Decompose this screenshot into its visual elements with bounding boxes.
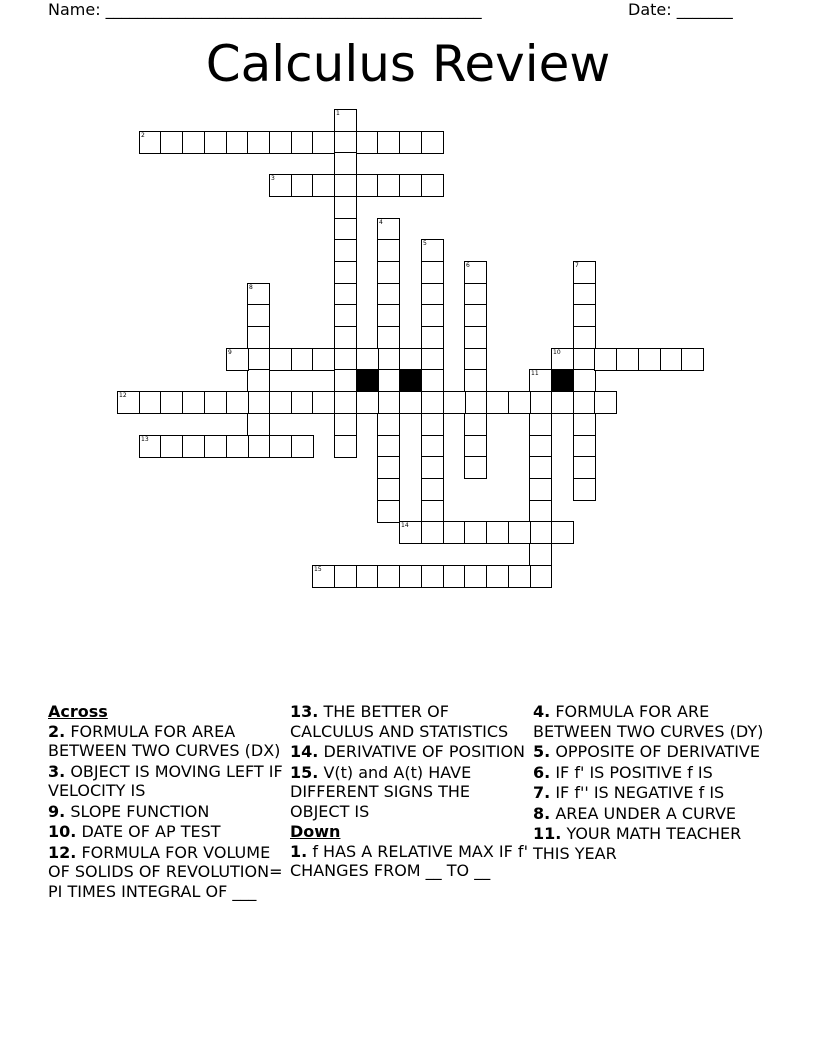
clue-down-8	[533, 804, 773, 824]
crossword-cell[interactable]	[226, 435, 249, 458]
cell-number: 7	[575, 262, 579, 269]
clue-across-3	[48, 762, 288, 801]
crossword-cell[interactable]	[291, 174, 314, 197]
crossword-cell[interactable]	[356, 391, 379, 414]
crossword-cell[interactable]	[312, 391, 335, 414]
clue-text: f HAS A RELATIVE MAX IF f' CHANGES FROM __ TO __	[290, 841, 528, 880]
cell-number: 13	[141, 436, 149, 443]
crossword-cell[interactable]	[421, 521, 444, 544]
crossword-cell[interactable]	[399, 391, 422, 414]
crossword-cell[interactable]	[573, 413, 596, 436]
crossword-cell[interactable]	[182, 391, 205, 414]
clue-number: 5.	[533, 742, 551, 761]
crossword-cell[interactable]	[226, 348, 249, 371]
crossword-cell[interactable]	[529, 521, 552, 544]
crossword-cell[interactable]	[377, 435, 400, 458]
crossword-cell[interactable]	[377, 326, 400, 349]
crossword-cell[interactable]	[551, 521, 574, 544]
crossword-cell[interactable]	[269, 348, 292, 371]
crossword-cell[interactable]	[377, 174, 400, 197]
name-field[interactable]: Name: _______________________________________________	[48, 0, 482, 19]
crossword-cell[interactable]	[139, 391, 162, 414]
crossword-cell[interactable]	[247, 435, 270, 458]
crossword-cell[interactable]	[247, 348, 270, 371]
crossword-cell[interactable]	[160, 391, 183, 414]
clue-text: YOUR MATH TEACHER THIS YEAR	[533, 824, 742, 863]
crossword-cell[interactable]	[204, 435, 227, 458]
clue-text: DERIVATIVE OF POSITION	[323, 742, 526, 761]
clue-text: SLOPE FUNCTION	[70, 801, 210, 821]
crossword-cell[interactable]	[529, 500, 552, 523]
crossword-cell[interactable]	[377, 500, 400, 523]
clue-number: 11.	[533, 824, 562, 843]
crossword-cell[interactable]	[334, 304, 357, 327]
clue-number: 3.	[48, 761, 66, 781]
crossword-cell[interactable]	[334, 196, 357, 219]
down-heading: Down	[290, 822, 341, 841]
cell-number: 6	[466, 262, 470, 269]
crossword-cell[interactable]	[247, 391, 270, 414]
clue-number: 13.	[290, 702, 319, 721]
crossword-cell[interactable]	[377, 456, 400, 479]
crossword-cell[interactable]	[464, 435, 487, 458]
crossword-cell[interactable]	[421, 413, 444, 436]
crossword-cell[interactable]	[421, 131, 444, 154]
clue-number: 9.	[48, 801, 66, 821]
crossword-cell[interactable]	[421, 304, 444, 327]
crossword-cell[interactable]	[269, 391, 292, 414]
crossword-cell[interactable]	[421, 435, 444, 458]
crossword-cell[interactable]	[464, 391, 487, 414]
crossword-cell[interactable]	[334, 413, 357, 436]
crossword-cell[interactable]	[247, 326, 270, 349]
clues-column-1	[48, 702, 288, 902]
crossword-cell[interactable]	[681, 348, 704, 371]
crossword-cell[interactable]	[464, 283, 487, 306]
crossword-cell[interactable]	[421, 478, 444, 501]
black-cell	[356, 369, 379, 392]
crossword-cell[interactable]	[377, 131, 400, 154]
crossword-cell[interactable]	[334, 131, 357, 154]
crossword-cell[interactable]	[573, 348, 596, 371]
crossword-cell[interactable]	[421, 348, 444, 371]
cell-number: 4	[379, 219, 383, 226]
crossword-cell[interactable]	[529, 543, 552, 566]
clue-number: 15.	[290, 762, 319, 782]
clue-text: THE BETTER OF CALCULUS AND STATISTICS	[290, 702, 509, 741]
crossword-cell[interactable]	[399, 131, 422, 154]
cell-number: 1	[336, 110, 340, 117]
clue-text: OPPOSITE OF DERIVATIVE	[555, 742, 760, 761]
crossword-cell[interactable]	[377, 413, 400, 436]
crossword-cell[interactable]	[464, 521, 487, 544]
crossword-cell[interactable]	[573, 478, 596, 501]
crossword-cell[interactable]	[247, 283, 270, 306]
crossword-cell[interactable]	[529, 435, 552, 458]
crossword-cell[interactable]	[312, 174, 335, 197]
crossword-cell[interactable]	[226, 131, 249, 154]
crossword-cell[interactable]	[443, 521, 466, 544]
crossword-cell[interactable]	[464, 326, 487, 349]
crossword-cell[interactable]	[334, 565, 357, 588]
clue-down-11	[533, 824, 773, 863]
across-heading: Across	[48, 702, 108, 721]
crossword-cell[interactable]	[377, 283, 400, 306]
clues-column-3	[533, 702, 773, 864]
crossword-cell[interactable]	[573, 435, 596, 458]
crossword-cell[interactable]	[399, 521, 422, 544]
crossword-cell[interactable]	[573, 326, 596, 349]
crossword-cell[interactable]	[573, 369, 596, 392]
clue-down-4	[533, 702, 773, 741]
clue-number: 12.	[48, 842, 77, 862]
crossword-cell[interactable]	[464, 413, 487, 436]
crossword-cell[interactable]	[377, 348, 400, 371]
crossword-cell[interactable]	[139, 435, 162, 458]
crossword-cell[interactable]	[464, 261, 487, 284]
clue-number: 6.	[533, 762, 551, 782]
crossword-cell[interactable]	[334, 348, 357, 371]
crossword-cell[interactable]	[291, 348, 314, 371]
crossword-cell[interactable]	[529, 413, 552, 436]
crossword-cell[interactable]	[421, 326, 444, 349]
crossword-cell[interactable]	[356, 131, 379, 154]
page-title: Calculus Review	[205, 35, 611, 93]
crossword-cell[interactable]	[291, 131, 314, 154]
clue-text: FORMULA FOR ARE BETWEEN TWO CURVES (DY)	[533, 702, 764, 741]
crossword-cell[interactable]	[529, 456, 552, 479]
crossword-cell[interactable]	[421, 283, 444, 306]
crossword-cell[interactable]	[399, 565, 422, 588]
clue-number: 10.	[48, 822, 77, 841]
crossword-cell[interactable]	[139, 131, 162, 154]
crossword-cell[interactable]	[464, 369, 487, 392]
crossword-cell[interactable]	[269, 131, 292, 154]
crossword-cell[interactable]	[182, 435, 205, 458]
crossword-cell[interactable]	[464, 456, 487, 479]
clue-across-14	[290, 742, 530, 762]
crossword-cell[interactable]	[551, 348, 574, 371]
clue-text: OBJECT IS MOVING LEFT IF VELOCITY IS	[48, 761, 283, 800]
clue-text: AREA UNDER A CURVE	[555, 803, 737, 823]
clue-down-6	[533, 763, 773, 783]
crossword-cell[interactable]	[421, 565, 444, 588]
clues-section	[48, 702, 778, 962]
black-cell	[551, 369, 574, 392]
cell-number: 15	[314, 566, 322, 573]
crossword-cell[interactable]	[204, 131, 227, 154]
clue-down-7	[533, 783, 773, 803]
crossword-cell[interactable]	[638, 348, 661, 371]
crossword-cell[interactable]	[421, 174, 444, 197]
crossword-cell[interactable]	[508, 391, 531, 414]
crossword-cell[interactable]	[334, 326, 357, 349]
crossword-cell[interactable]	[269, 435, 292, 458]
clue-text: IF f' IS POSITIVE f IS	[555, 762, 713, 782]
crossword-cell[interactable]	[529, 391, 552, 414]
crossword-cell[interactable]	[334, 261, 357, 284]
crossword-cell[interactable]	[117, 391, 140, 414]
crossword-cell[interactable]	[356, 565, 379, 588]
crossword-cell[interactable]	[334, 109, 357, 132]
clue-text: V(t) and A(t) HAVE DIFFERENT SIGNS THE OBJECT IS	[290, 762, 472, 821]
cell-number: 2	[141, 132, 145, 139]
crossword-cell[interactable]	[160, 435, 183, 458]
clue-number: 1.	[290, 841, 308, 861]
crossword-cell[interactable]	[464, 348, 487, 371]
crossword-cell[interactable]	[334, 283, 357, 306]
clue-across-15	[290, 763, 530, 822]
clue-down-1	[290, 842, 530, 881]
clue-number: 7.	[533, 783, 551, 802]
crossword-cell[interactable]	[486, 565, 509, 588]
clue-text: FORMULA FOR AREA BETWEEN TWO CURVES (DX)	[48, 721, 281, 760]
clue-number: 4.	[533, 702, 551, 721]
crossword-cell[interactable]	[443, 391, 466, 414]
crossword-cell[interactable]	[182, 131, 205, 154]
crossword-cell[interactable]	[160, 131, 183, 154]
crossword-cell[interactable]	[312, 565, 335, 588]
cell-number: 12	[119, 392, 127, 399]
cell-number: 10	[553, 349, 561, 356]
clue-across-10	[48, 822, 288, 842]
crossword-cell[interactable]	[594, 391, 617, 414]
crossword-cell[interactable]	[486, 521, 509, 544]
crossword-cell[interactable]	[334, 369, 357, 392]
date-field[interactable]: Date: _______	[628, 0, 733, 19]
clue-number: 8.	[533, 803, 551, 823]
crossword-cell[interactable]	[508, 521, 531, 544]
crossword-cell[interactable]	[247, 304, 270, 327]
crossword-cell[interactable]	[529, 478, 552, 501]
cell-number: 8	[249, 284, 253, 291]
crossword-cell[interactable]	[660, 348, 683, 371]
crossword-cell[interactable]	[377, 369, 400, 392]
crossword-cell[interactable]	[269, 174, 292, 197]
crossword-cell[interactable]	[421, 456, 444, 479]
clue-down-5	[533, 742, 773, 762]
crossword-cell[interactable]	[377, 391, 400, 414]
crossword-cell[interactable]	[529, 369, 552, 392]
clue-text: FORMULA FOR VOLUME OF SOLIDS OF REVOLUTION= PI TIMES INTEGRAL OF ___	[48, 842, 283, 901]
cell-number: 5	[423, 240, 427, 247]
cell-number: 9	[228, 349, 232, 356]
crossword-cell[interactable]	[247, 369, 270, 392]
crossword-cell[interactable]	[573, 391, 596, 414]
crossword-cell[interactable]	[356, 174, 379, 197]
crossword-cell[interactable]	[377, 478, 400, 501]
clue-number: 14.	[290, 742, 319, 761]
crossword-cell[interactable]	[377, 239, 400, 262]
crossword-cell[interactable]	[464, 565, 487, 588]
cell-number: 3	[271, 175, 275, 182]
crossword-cell[interactable]	[334, 435, 357, 458]
crossword-cell[interactable]	[247, 131, 270, 154]
crossword-cell[interactable]	[377, 304, 400, 327]
crossword-cell[interactable]	[334, 391, 357, 414]
crossword-cell[interactable]	[247, 413, 270, 436]
crossword-cell[interactable]	[443, 565, 466, 588]
crossword-cell[interactable]	[334, 218, 357, 241]
black-cell	[399, 369, 422, 392]
crossword-cell[interactable]	[334, 174, 357, 197]
crossword-cell[interactable]	[486, 391, 509, 414]
crossword-cell[interactable]	[573, 261, 596, 284]
crossword-cell[interactable]	[616, 348, 639, 371]
clue-text: DATE OF AP TEST	[81, 822, 221, 841]
clue-across-2	[48, 722, 288, 761]
crossword-cell[interactable]	[312, 131, 335, 154]
crossword-cell[interactable]	[594, 348, 617, 371]
crossword-cell[interactable]	[573, 456, 596, 479]
crossword-cell[interactable]	[551, 391, 574, 414]
clue-text: IF f'' IS NEGATIVE f IS	[555, 783, 725, 802]
crossword-cell[interactable]	[421, 261, 444, 284]
crossword-cell[interactable]	[334, 152, 357, 175]
clue-across-12	[48, 843, 288, 902]
crossword-cell[interactable]	[399, 348, 422, 371]
crossword-cell[interactable]	[291, 435, 314, 458]
cell-number: 11	[531, 370, 539, 377]
clue-number: 2.	[48, 721, 66, 741]
crossword-cell[interactable]	[377, 261, 400, 284]
crossword-cell[interactable]	[204, 391, 227, 414]
crossword-cell[interactable]	[529, 565, 552, 588]
cell-number: 14	[401, 522, 409, 529]
crossword-cell[interactable]	[421, 239, 444, 262]
crossword-cell[interactable]	[508, 565, 531, 588]
crossword-cell[interactable]	[356, 348, 379, 371]
clue-across-13	[290, 702, 530, 741]
crossword-cell[interactable]	[377, 565, 400, 588]
crossword-cell[interactable]	[421, 391, 444, 414]
crossword-cell[interactable]	[421, 369, 444, 392]
clue-across-9	[48, 802, 288, 822]
crossword-cell[interactable]	[573, 283, 596, 306]
crossword-cell[interactable]	[421, 500, 444, 523]
crossword-cell[interactable]	[573, 304, 596, 327]
crossword-cell[interactable]	[291, 391, 314, 414]
crossword-cell[interactable]	[399, 174, 422, 197]
crossword-cell[interactable]	[334, 239, 357, 262]
clues-column-2	[290, 702, 530, 882]
crossword-cell[interactable]	[312, 348, 335, 371]
crossword-cell[interactable]	[377, 218, 400, 241]
crossword-cell[interactable]	[226, 391, 249, 414]
crossword-cell[interactable]	[464, 304, 487, 327]
